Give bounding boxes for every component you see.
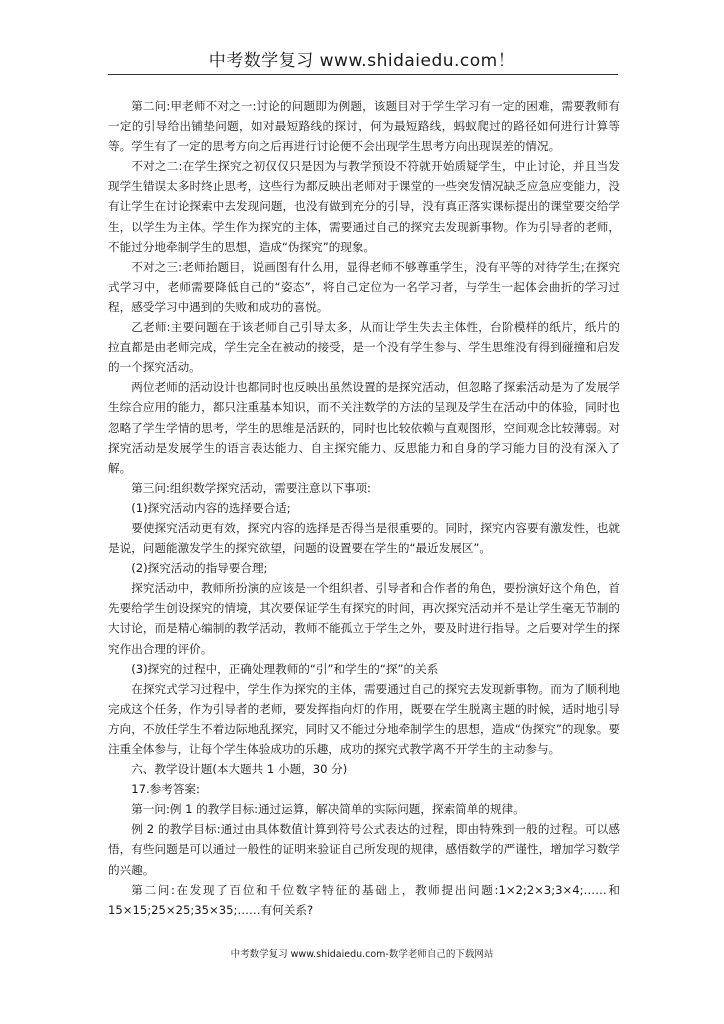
document-body — [108, 96, 620, 920]
paragraph: 乙老师:主要问题在于该老师自己引导太多，从而让学生失去主体性，台阶模样的纸片，纸片的拉直都是由老师完成，学生完全在被动的接受，是一个没有学生参与、学生思维没有得到碰撞和启发的一个探究活动。 — [108, 320, 620, 375]
section-heading: 六、教学设计题(本大题共 1 小题，30 分) — [131, 762, 348, 777]
header-divider — [108, 74, 618, 75]
paragraph: 要使探究活动更有效，探究内容的选择是否得当是很重要的。同时，探究内容要有激发性，也就是说，问题能激发学生的探究欲望，问题的设置要在学生的“最近发展区”。 — [108, 520, 620, 556]
paragraph: 例 2 的教学目标:通过由具体数值计算到符号公式表达的过程，即由特殊到一般的过程。可以感悟，有些问题是可以通过一般性的证明来验证自己所发现的规律，感悟数学的严谨性，增加学习数学的兴趣。 — [108, 822, 620, 877]
paragraph: 不对之二:在学生探究之初仅仅只是因为与教学预设不符就开始质疑学生，中止讨论，并且当发现学生错误太多时终止思考，这些行为都反映出老师对于课堂的一些突发情况缺乏应急应变能力，没有让学生在讨论探索中去发现问题，也没有做到充分的引导，没有真正落实课标提出的课堂要交给学生，以学生为主体。学生作为探究的主体，需要通过自己的探究去发现新事物。作为引导者的老师，不能过分地牵制学生的思想，造成“伪探究”的现象。 — [108, 159, 620, 254]
paragraph: 在探究式学习过程中，学生作为探究的主体，需要通过自己的探究去发现新事物。而为了顺利地完成这个任务，作为引导者的老师，要发挥指向灯的作用，既要在学生脱离主题的时候，适时地引导方向，不放任学生不着边际地乱探究，同时又不能过分地牵制学生的思想，造成“伪探究”的现象。要注重全体参与，让每个学生体验成功的乐趣，成功的探究式教学离不开学生的主动参与。 — [108, 681, 620, 756]
paragraph: (3)探究的过程中，正确处理教师的“引”和学生的“探”的关系 — [131, 661, 439, 676]
paragraph: 17.参考答案: — [131, 782, 200, 797]
paragraph: 不对之三:老师抬题目，说画图有什么用，显得老师不够尊重学生，没有平等的对待学生;在探究式学习中，老师需要降低自己的“姿态”，将自己定位为一名学习者，与学生一起体会曲折的学习过程，感受学习中遇到的失败和成功的喜悦。 — [108, 259, 620, 314]
paragraph: 第三问:组织数学探究活动，需要注意以下事项: — [131, 480, 371, 495]
paragraph: 第一问:例 1 的教学目标:通过运算，解决简单的实际问题，探索简单的规律。 — [131, 802, 525, 817]
page-footer: 中考数学复习 www.shidaiedu.com-数学老师自己的下载网站 — [230, 949, 494, 960]
paragraph: (1)探究活动内容的选择要合适; — [131, 500, 291, 515]
paragraph: 第二问:甲老师不对之一:讨论的问题即为例题，该题目对于学生学习有一定的困难，需要教师有一定的引导给出铺垫问题，如对最短路线的探讨，何为最短路线，蚂蚁爬过的路径如何进行计算等等。学生有了一定的思考方向之后再进行讨论便不会出现学生思考方向出现误差的情况。 — [108, 99, 620, 154]
paragraph: 两位老师的活动设计也都同时也反映出虽然设置的是探究活动，但忽略了探索活动是为了发展学生综合应用的能力，都只注重基本知识，而不关注数学的方法的呈现及学生在活动中的体验，同时也忽略了学生学情的思考，学生的思维是活跃的，同时也比较依赖与直观图形，空间观念比较薄弱。对探究活动是发展学生的语言表达能力、自主探究能力、反思能力和自身的学习能力目的没有深入了解。 — [108, 380, 620, 475]
paragraph: 第二问:在发现了百位和千位数字特征的基础上，教师提出问题:1×2;2×3;3×4;……和 15×15;25×25;35×35;……有何关系? — [108, 882, 620, 917]
paragraph: (2)探究活动的指导要合理; — [131, 561, 268, 576]
paragraph: 探究活动中，教师所扮演的应该是一个组织者、引导者和合作者的角色，要扮演好这个角色，首先要给学生创设探究的情境，其次要保证学生有探究的时间，再次探究活动并不是让学生毫无节制的大讨论，而是精心编制的教学活动，教师不能孤立于学生之外，要及时进行指导。之后要对学生的探究作出合理的评价。 — [108, 581, 620, 656]
page-header-title: 中考数学复习 www.shidaiedu.com！ — [208, 51, 516, 71]
